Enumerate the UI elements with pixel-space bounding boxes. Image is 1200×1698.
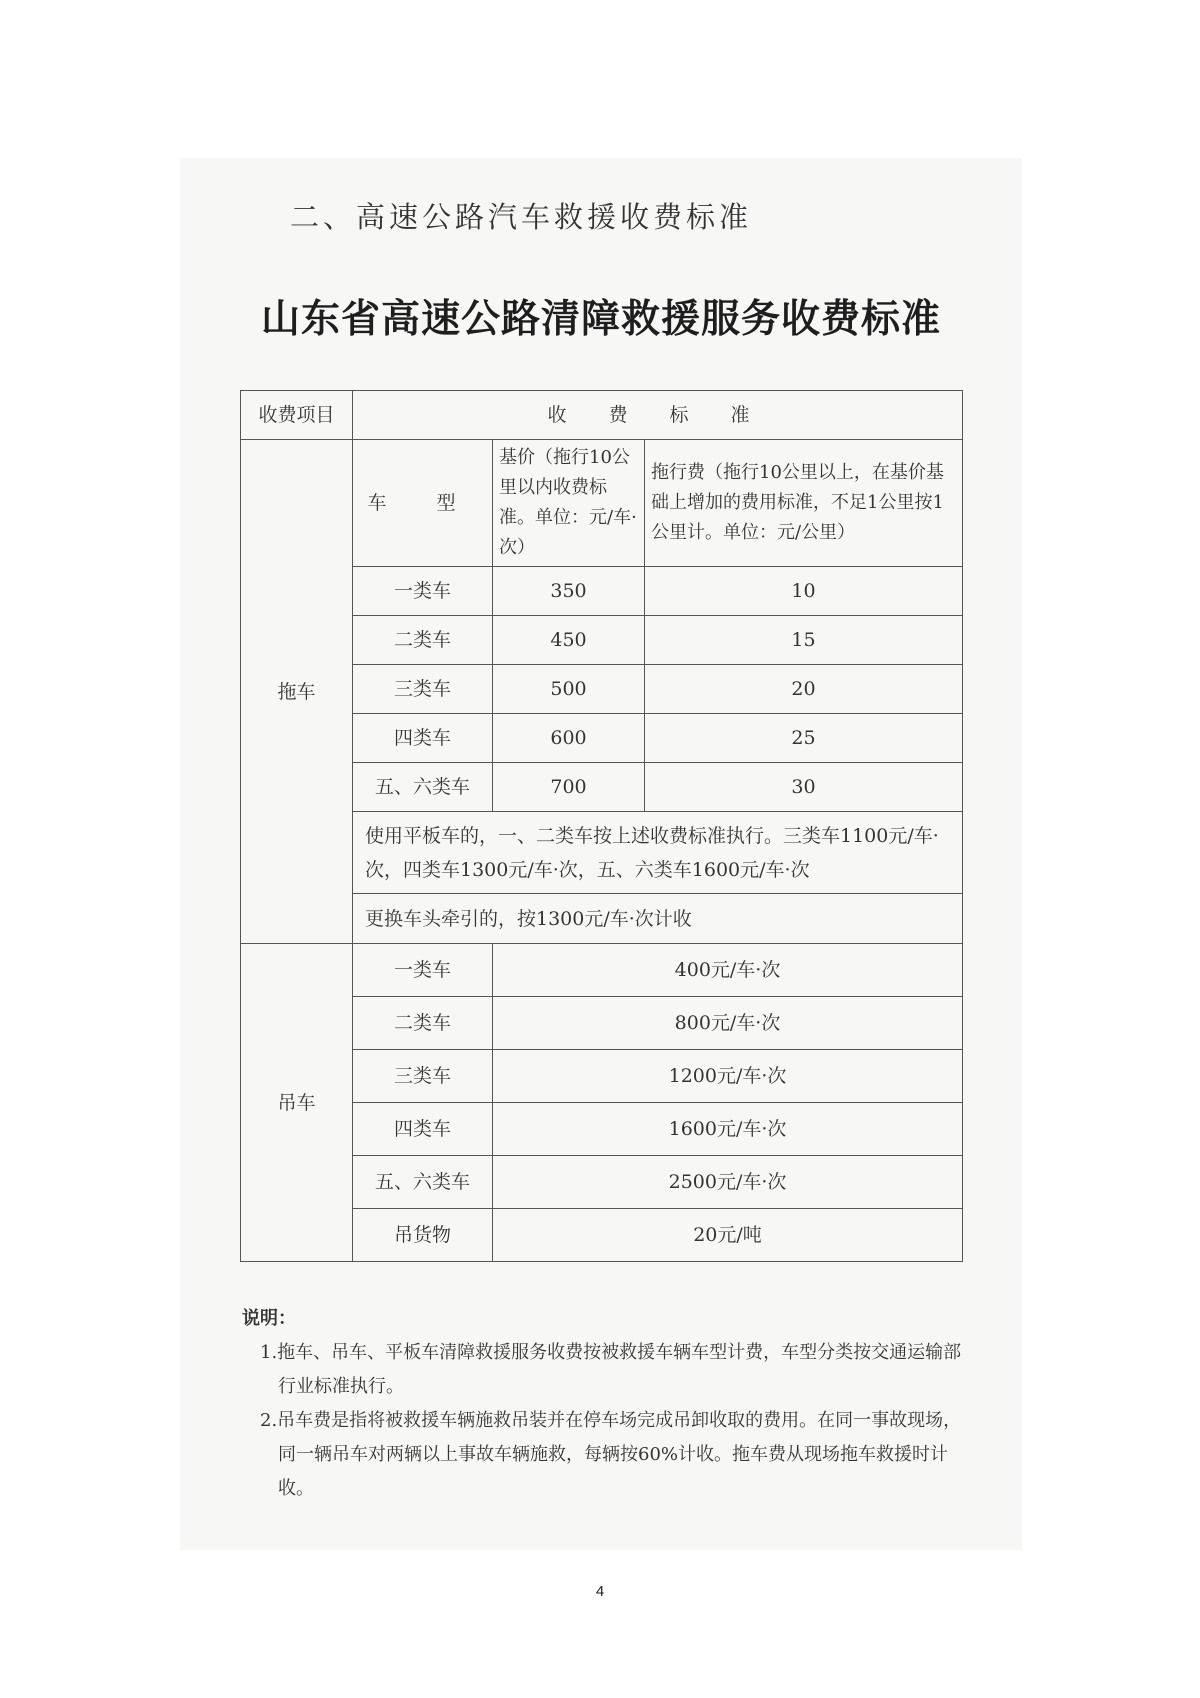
tow-fee: 15 (645, 616, 963, 665)
tractor-note: 更换车头牵引的，按1300元/车·次计收 (353, 894, 963, 944)
tow-fee: 10 (645, 567, 963, 616)
header-item: 收费项目 (241, 391, 353, 440)
tow-fee-header: 拖行费（拖行10公里以上，在基价基础上增加的费用标准，不足1公里按1公里计。单位：元/公里） (645, 440, 963, 567)
vehicle-type: 三类车 (353, 1050, 493, 1103)
base-price: 700 (493, 763, 645, 812)
crane-fee: 20元/吨 (493, 1209, 963, 1262)
base-price-header: 基价（拖行10公里以内收费标准。单位：元/车·次） (493, 440, 645, 567)
crane-fee: 800元/车·次 (493, 997, 963, 1050)
notes-label: 说明： (242, 1308, 296, 1329)
vehicle-type: 二类车 (353, 997, 493, 1050)
notes-section (242, 1302, 962, 1506)
vehicle-type: 一类车 (353, 567, 493, 616)
vehicle-type: 五、六类车 (353, 763, 493, 812)
crane-fee: 1200元/车·次 (493, 1050, 963, 1103)
note-item: 1.拖车、吊车、平板车清障救援服务收费按被救援车辆车型计费，车型分类按交通运输部行业标准执行。 (260, 1342, 962, 1397)
header-standard: 收 费 标 准 (353, 391, 963, 440)
base-price: 350 (493, 567, 645, 616)
note-item: 2.吊车费是指将被救援车辆施救吊装并在停车场完成吊卸收取的费用。在同一事故现场，同一辆吊车对两辆以上事故车辆施救，每辆按60%计收。拖车费从现场拖车救援时计收。 (260, 1410, 962, 1499)
tow-fee: 25 (645, 714, 963, 763)
flatbed-note: 使用平板车的，一、二类车按上述收费标准执行。三类车1100元/车·次，四类车1300元/车·次，五、六类车1600元/车·次 (353, 812, 963, 894)
page-number: 4 (595, 1583, 605, 1600)
vehicle-type: 二类车 (353, 616, 493, 665)
vehicle-type: 三类车 (353, 665, 493, 714)
vehicle-type: 吊货物 (353, 1209, 493, 1262)
fee-table (240, 390, 963, 1262)
tow-fee: 20 (645, 665, 963, 714)
vehicle-type: 四类车 (353, 714, 493, 763)
vehicle-type: 五、六类车 (353, 1156, 493, 1209)
crane-fee: 1600元/车·次 (493, 1103, 963, 1156)
base-price: 500 (493, 665, 645, 714)
vehicle-type: 四类车 (353, 1103, 493, 1156)
table-row (241, 944, 963, 997)
tow-label: 拖车 (241, 440, 353, 944)
table-header-row (241, 391, 963, 440)
crane-label: 吊车 (241, 944, 353, 1262)
vehicle-type-header: 车 型 (353, 440, 493, 567)
vehicle-type: 一类车 (353, 944, 493, 997)
base-price: 450 (493, 616, 645, 665)
base-price: 600 (493, 714, 645, 763)
tow-subheader-row (241, 440, 963, 567)
page-title: 山东省高速公路清障救援服务收费标准 (260, 296, 941, 342)
section-title: 二、高速公路汽车救援收费标准 (290, 200, 753, 234)
crane-fee: 2500元/车·次 (493, 1156, 963, 1209)
tow-fee: 30 (645, 763, 963, 812)
crane-fee: 400元/车·次 (493, 944, 963, 997)
